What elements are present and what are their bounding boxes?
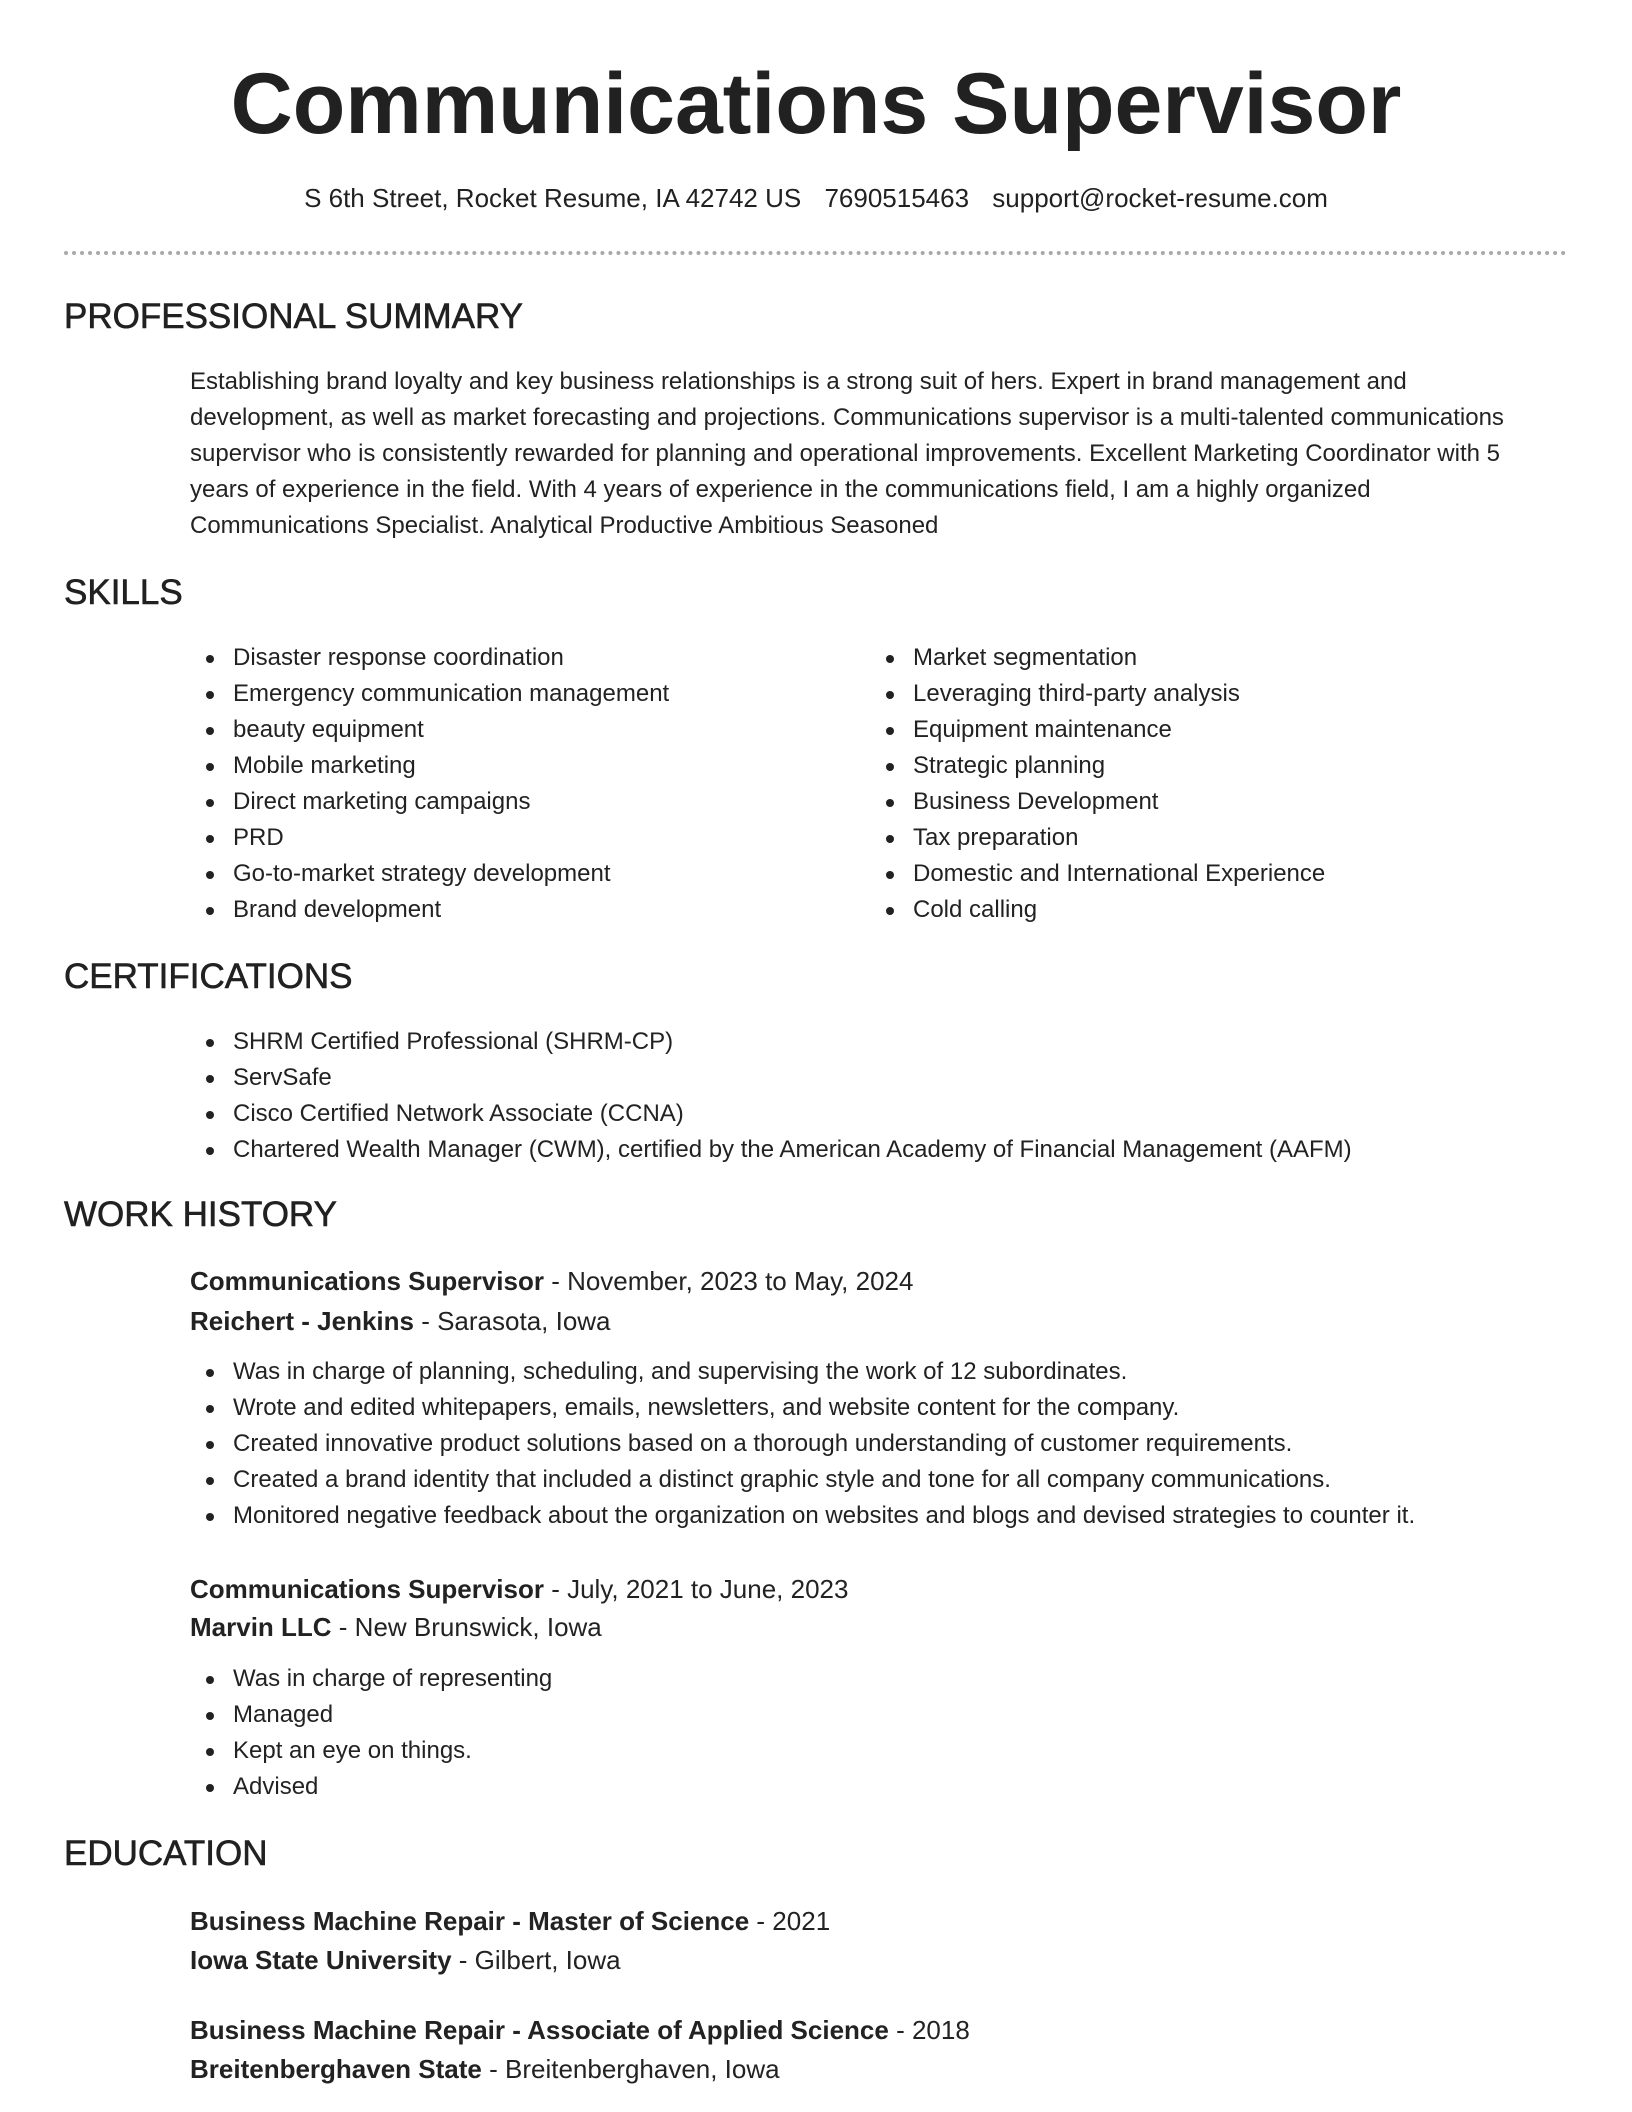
job-company: Reichert - Jenkins xyxy=(190,1306,414,1336)
certification-item: ServSafe xyxy=(190,1060,1570,1096)
education-school-line xyxy=(190,2050,780,2088)
skill-item: Disaster response coordination xyxy=(190,640,840,676)
skills-list-left xyxy=(190,640,840,928)
certifications-heading: CERTIFICATIONS xyxy=(64,957,353,996)
job-duty: Wrote and edited whitepapers, emails, newsletters, and website content for the company. xyxy=(190,1390,1570,1426)
contact-line xyxy=(0,181,1632,215)
job-duty: Monitored negative feedback about the organization on websites and blogs and devised strategies to counter it. xyxy=(190,1498,1570,1534)
job-duty: Advised xyxy=(190,1769,1570,1805)
education-degree: Business Machine Repair - Associate of Applied Science xyxy=(190,2015,889,2045)
skill-item: Tax preparation xyxy=(870,820,1520,856)
work-history-heading: WORK HISTORY xyxy=(64,1195,337,1234)
summary-line: years of experience in the field. With 4 years of experience in the communications field, I am a highly organized xyxy=(190,476,1371,503)
job-title-line xyxy=(190,1570,848,1608)
contact-address: S 6th Street, Rocket Resume, IA 42742 US xyxy=(304,183,802,213)
job-title-line xyxy=(190,1262,913,1300)
education-heading: EDUCATION xyxy=(64,1834,268,1873)
education-degree: Business Machine Repair - Master of Science xyxy=(190,1906,750,1936)
skill-item: Strategic planning xyxy=(870,748,1520,784)
job-company-line xyxy=(190,1302,611,1340)
skill-item: Go-to-market strategy development xyxy=(190,856,840,892)
job-duty: Was in charge of representing xyxy=(190,1661,1570,1697)
job-company-line xyxy=(190,1608,602,1646)
certifications-list xyxy=(190,1024,1570,1168)
summary-line: development, as well as market forecasting and projections. Communications supervisor is a multi-talented communications xyxy=(190,404,1504,431)
skill-item: Equipment maintenance xyxy=(870,712,1520,748)
certification-item: Cisco Certified Network Associate (CCNA) xyxy=(190,1096,1570,1132)
job-title: Communications Supervisor xyxy=(190,1574,544,1604)
job-duties-list xyxy=(190,1354,1570,1534)
education-school: Breitenberghaven State xyxy=(190,2054,482,2084)
job-duties-list xyxy=(190,1661,1570,1805)
job-location: - Sarasota, Iowa xyxy=(413,1306,611,1336)
contact-phone: 7690515463 xyxy=(824,183,970,213)
skill-item: Market segmentation xyxy=(870,640,1520,676)
job-dates: - November, 2023 to May, 2024 xyxy=(543,1266,914,1296)
job-duty: Managed xyxy=(190,1697,1570,1733)
summary-text xyxy=(190,364,1570,544)
header-divider xyxy=(64,251,1567,255)
skill-item: Mobile marketing xyxy=(190,748,840,784)
job-location: - New Brunswick, Iowa xyxy=(331,1612,602,1642)
skill-item: Emergency communication management xyxy=(190,676,840,712)
skill-item: beauty equipment xyxy=(190,712,840,748)
summary-line: supervisor who is consistently rewarded for planning and operational improvements. Excellent Marketing Coordinator with 5 xyxy=(190,440,1500,467)
job-company: Marvin LLC xyxy=(190,1612,332,1642)
certification-item: SHRM Certified Professional (SHRM-CP) xyxy=(190,1024,1570,1060)
certification-item: Chartered Wealth Manager (CWM), certified by the American Academy of Financial Management (AAFM) xyxy=(190,1132,1570,1168)
skill-item: Leveraging third-party analysis xyxy=(870,676,1520,712)
education-degree-line xyxy=(190,2011,970,2049)
skill-item: Direct marketing campaigns xyxy=(190,784,840,820)
job-duty: Kept an eye on things. xyxy=(190,1733,1570,1769)
summary-line: Communications Specialist. Analytical Productive Ambitious Seasoned xyxy=(190,512,939,539)
skills-heading: SKILLS xyxy=(64,573,183,612)
education-year: - 2018 xyxy=(888,2015,970,2045)
skill-item: PRD xyxy=(190,820,840,856)
education-degree-line xyxy=(190,1902,830,1940)
education-location: - Breitenberghaven, Iowa xyxy=(481,2054,780,2084)
skill-item: Domestic and International Experience xyxy=(870,856,1520,892)
job-duty: Was in charge of planning, scheduling, and supervising the work of 12 subordinates. xyxy=(190,1354,1570,1390)
skill-item: Cold calling xyxy=(870,892,1520,928)
contact-email: support@rocket-resume.com xyxy=(992,183,1328,213)
education-year: - 2021 xyxy=(749,1906,831,1936)
education-school-line xyxy=(190,1941,621,1979)
job-dates: - July, 2021 to June, 2023 xyxy=(543,1574,849,1604)
job-title: Communications Supervisor xyxy=(190,1266,544,1296)
summary-line: Establishing brand loyalty and key business relationships is a strong suit of hers. Expert in brand management and xyxy=(190,368,1407,395)
skills-list-right xyxy=(870,640,1520,928)
education-location: - Gilbert, Iowa xyxy=(451,1945,621,1975)
job-duty: Created innovative product solutions based on a thorough understanding of customer requirements. xyxy=(190,1426,1570,1462)
job-duty: Created a brand identity that included a distinct graphic style and tone for all company communications. xyxy=(190,1462,1570,1498)
resume-name: Communications Supervisor xyxy=(230,56,1402,152)
education-school: Iowa State University xyxy=(190,1945,452,1975)
skill-item: Business Development xyxy=(870,784,1520,820)
summary-heading: PROFESSIONAL SUMMARY xyxy=(64,297,523,336)
skill-item: Brand development xyxy=(190,892,840,928)
